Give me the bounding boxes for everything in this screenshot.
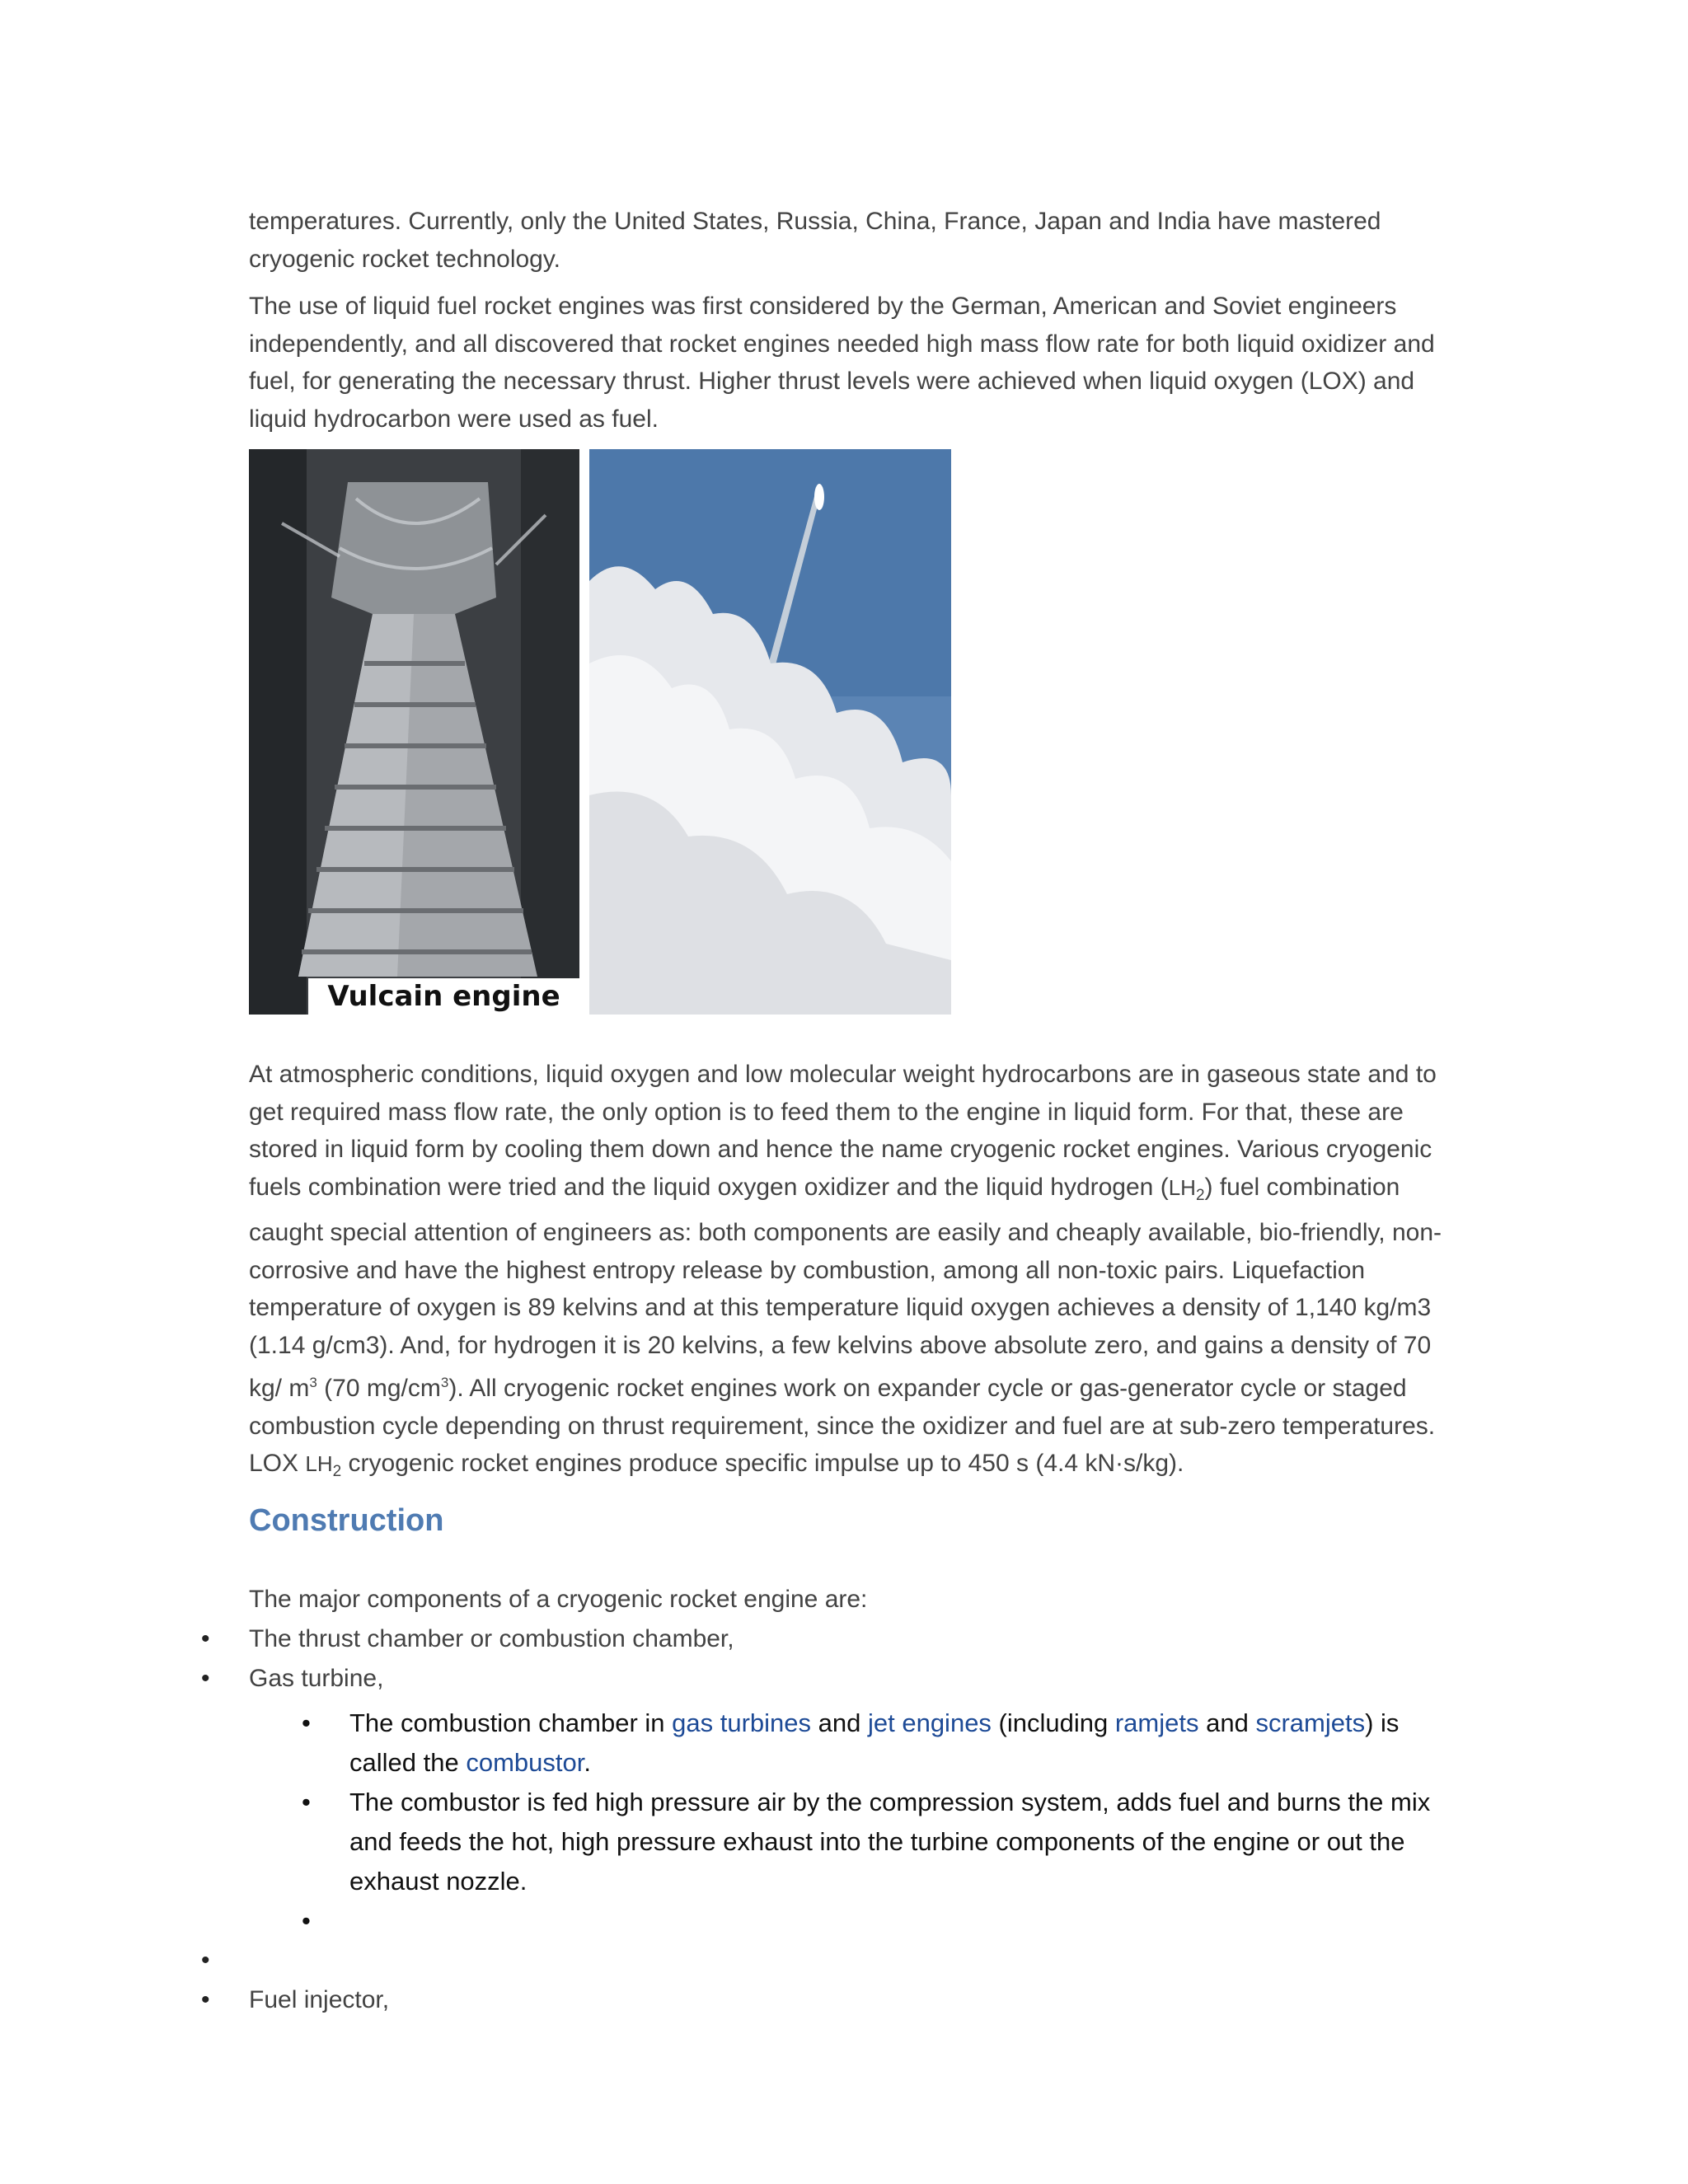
figure-vulcain-engine [249,449,951,1015]
rocket-launch-illustration [589,449,951,1015]
text-segment: ) is called the [349,1708,1400,1777]
text-segment: . [584,1747,591,1777]
link-scramjets[interactable]: scramjets [1255,1708,1366,1737]
text-segment: (including [991,1708,1115,1737]
formula-lh2 [305,1451,342,1481]
text-segment: (70 mg/cm [316,1375,441,1403]
formula-text: LH [1168,1174,1196,1200]
formula-lh2 [1168,1174,1205,1204]
text-segment: cryogenic rocket engines produce specific impulse up to 450 s (4.4 kN·s/kg). [341,1450,1184,1478]
list-item [249,1659,1461,1941]
link-combustor[interactable]: combustor [466,1747,584,1777]
paragraph-cryogenic-nations: temperatures. Currently, only the United States, Russia, China, France, Japan and India have mastered cryogenic rocket technology. [249,208,1381,273]
section-heading: Construction [249,1502,444,1538]
text-segment: ). All cryogenic rocket engines work on expander cycle or gas-generator cycle or staged combustion cycle depending on thrust requirement, since the oxidizer and fuel are at sub-zero temperatures. LOX [249,1375,1436,1478]
text-segment: The combustion chamber in [349,1708,673,1737]
superscript: 3 [309,1375,317,1391]
list-item-text: Gas turbine, [249,1664,384,1692]
text-segment: and [1198,1708,1256,1737]
formula-text: LH [305,1451,333,1477]
paragraph-cryogenic-fuels [249,1056,1461,1491]
list-item-empty [249,1941,1461,1980]
nested-list-item-empty [349,1901,1437,1941]
nested-list-item [349,1704,1437,1783]
nested-list-item: • The combustor is fed high pressure air by the compression system, adds fuel and burns the mix and feeds the hot, high pressure exhaust into the turbine components of the engine or out the exhaust nozzle. [349,1783,1437,1901]
paragraph-liquid-fuel-history: The use of liquid fuel rocket engines was first considered by the German, American and Soviet engineers independently, and all discovered that rocket engines needed high mass flow rate for both liquid oxidizer and fuel, for generating the necessary thrust. Higher thrust levels were achieved when liquid oxygen (LOX) and liquid hydrocarbon were used as fuel. [249,293,1435,433]
superscript: 3 [440,1375,449,1391]
formula-subscript: 2 [332,1463,342,1481]
list-item: • Fuel injector, [249,1980,1461,2020]
formula-subscript: 2 [1195,1186,1205,1204]
rocket-launch-photo [589,449,951,1015]
engine-photo [249,449,579,1015]
link-ramjets[interactable]: ramjets [1114,1708,1199,1737]
figure-caption: Vulcain engine [308,978,579,1015]
components-list [249,1619,1461,2020]
text-segment: and [811,1708,868,1737]
nested-list [349,1704,1437,1941]
components-intro: The major components of a cryogenic rocket engine are: [249,1585,868,1613]
link-jet-engines[interactable]: jet engines [867,1708,992,1737]
link-gas-turbines[interactable]: gas turbines [672,1708,812,1737]
engine-illustration [249,449,579,1015]
text-segment: At atmospheric conditions, liquid oxygen and low molecular weight hydrocarbons are in gaseous state and to get required mass flow rate, the only option is to feed them to the engine in liquid form. For that, these are stored in liquid form by cooling them down and hence the name cryogenic rocket engines. Various cryogenic fuels combination were tried and the liquid oxygen oxidizer and the liquid hydrogen ( [249,1061,1437,1201]
list-item: • The thrust chamber or combustion chamber, [249,1619,1461,1659]
text-segment: ) fuel combination caught special attention of engineers as: both components are easily and cheaply available, bio-friendly, non-corrosive and have the highest entropy release by combustion, among all non-toxic pairs. Liquefaction temperature of oxygen is 89 kelvins and at this temperature liquid oxygen achieves a density of 1,140 kg/m3 (1.14 g/cm3). And, for hydrogen it is 20 kelvins, a few kelvins above absolute zero, and gains a density of 70 kg/ m [249,1173,1442,1403]
page-content [249,203,1461,2020]
